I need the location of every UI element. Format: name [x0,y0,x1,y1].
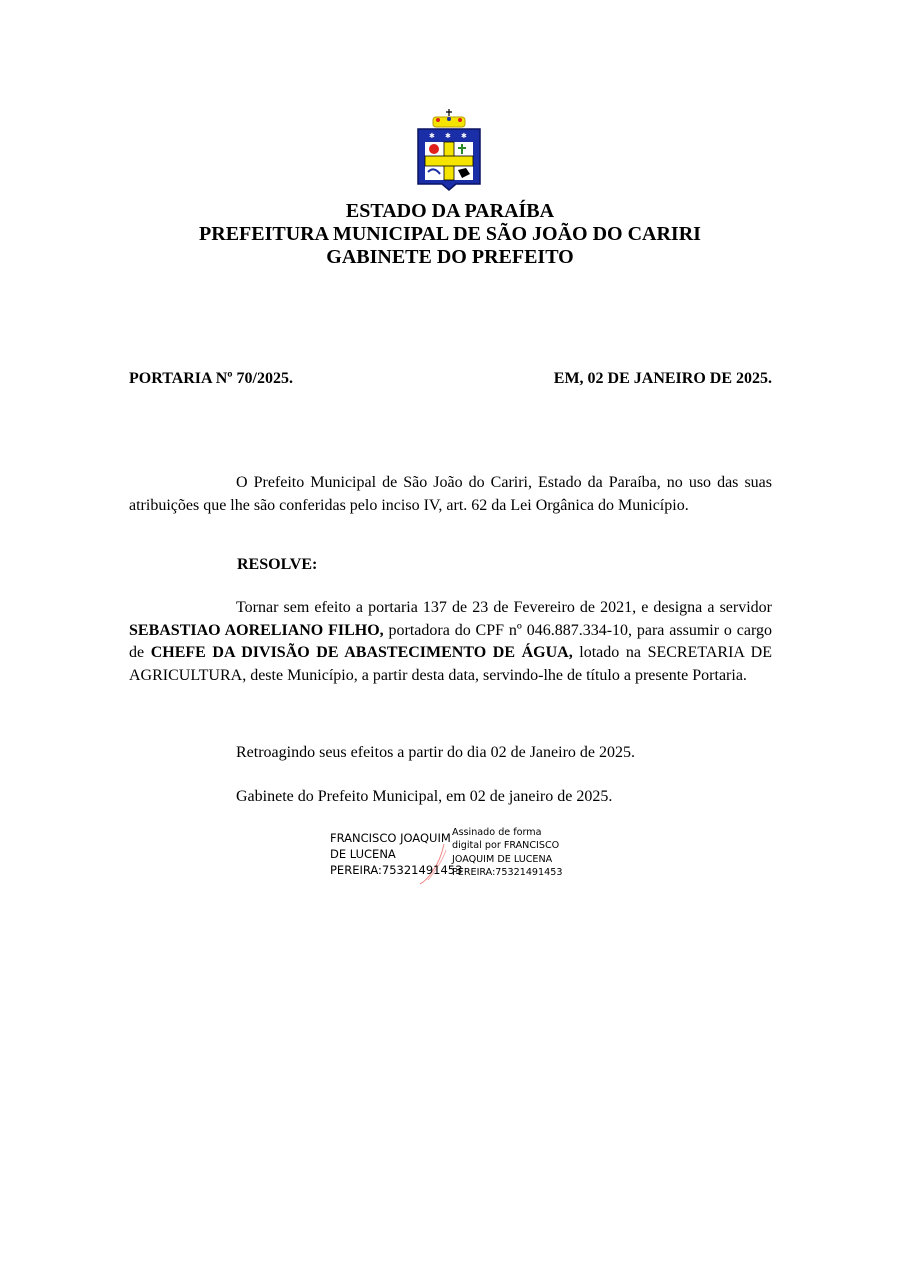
signature-note-line: PEREIRA:75321491453 [452,866,563,878]
employee-name: SEBASTIAO AORELIANO FILHO, [129,621,384,639]
closing-paragraph: Gabinete do Prefeito Municipal, em 02 de janeiro de 2025. [236,788,613,805]
svg-text:✱: ✱ [445,132,451,140]
resolution-text-2: portadora do CPF nº 046.887.334-10, para assumir o cargo de [129,621,773,661]
signature-note-line: JOAQUIM DE LUCENA [452,853,553,865]
signature-note-line: Assinado de forma [452,827,542,838]
retroactive-paragraph: Retroagindo seus efeitos a partir do dia 02 de Janeiro de 2025. [236,744,635,761]
signer-name-line: PEREIRA:75321491453 [330,863,463,877]
document-header [0,200,900,269]
resolution-text-1: Tornar sem efeito a portaria 137 de 23 de Fevereiro de 2021, e designa a servidor [236,599,772,616]
header-municipality: PREFEITURA MUNICIPAL DE SÃO JOÃO DO CARIRI [199,223,701,245]
digital-signature [330,826,570,886]
header-office: GABINETE DO PREFEITO [326,246,574,268]
portaria-number: PORTARIA Nº 70/2025. [129,370,293,387]
header-state: ESTADO DA PARAÍBA [345,200,555,222]
position-title: CHEFE DA DIVISÃO DE ABASTECIMENTO DE ÁGUA, [150,644,573,661]
resolution-text-3: lotado na SECRETARIA DE AGRICULTURA, deste Município, a partir desta data, servindo-lhe de título a presente Portaria. [129,644,772,684]
svg-text:✱: ✱ [429,132,435,140]
intro-paragraph: O Prefeito Municipal de São João do Cariri, Estado da Paraíba, no uso das suas atribuições que lhe são conferidas pelo inciso IV, art. 62 da Lei Orgânica do Município. [129,474,772,514]
signature-note-block [452,826,562,879]
portaria-date: EM, 02 DE JANEIRO DE 2025. [553,370,772,387]
svg-text:✱: ✱ [461,132,467,140]
signature-note-line: digital por FRANCISCO [452,840,560,852]
municipal-coat-of-arms-icon [416,108,482,194]
resolve-heading: RESOLVE: [237,556,318,573]
signer-name-line: FRANCISCO JOAQUIM [330,831,451,845]
signer-name-line: DE LUCENA [330,847,396,861]
resolution-paragraph [129,597,772,687]
signer-name-block [330,830,462,878]
